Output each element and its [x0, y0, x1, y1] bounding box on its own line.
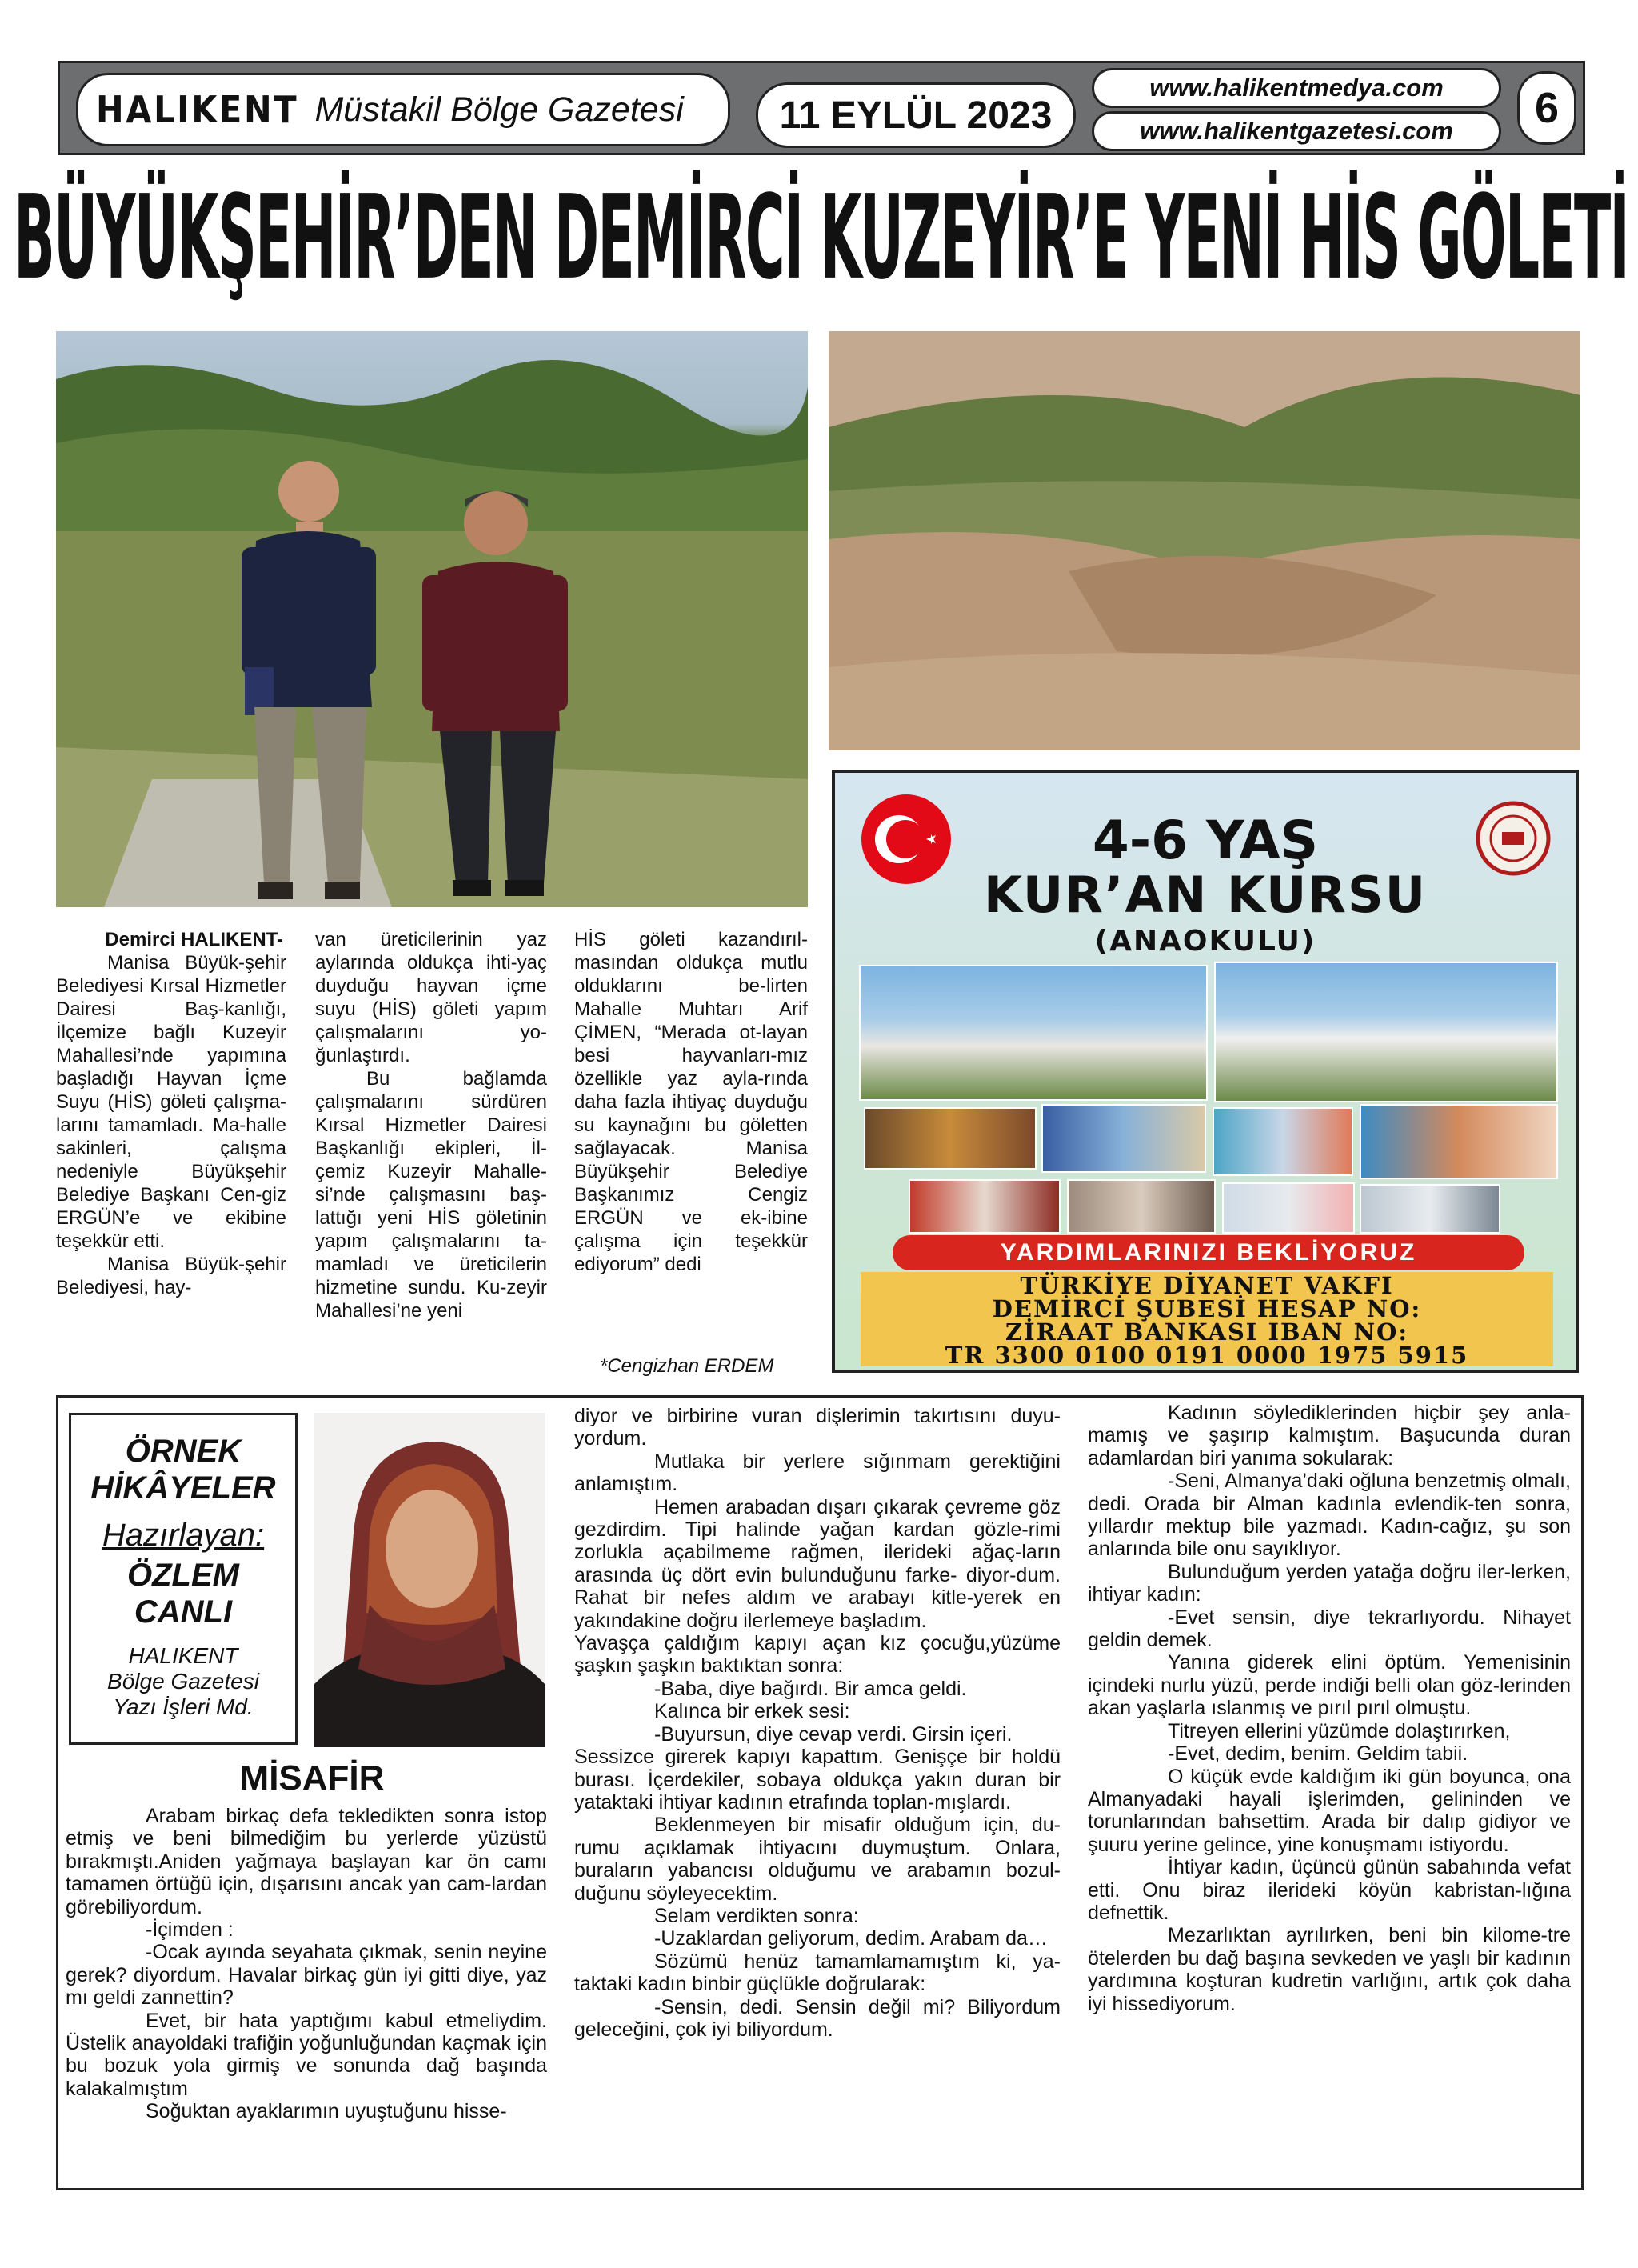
story-paragraph: -Sensin, dedi. Sensin değil mi? Biliyordum geleceğini, çok iyi biliyordum. [574, 1995, 1061, 2041]
author-first-name: ÖZLEM [127, 1558, 239, 1593]
quran-course-advertisement [832, 770, 1579, 1373]
issue-date: 11 EYLÜL 2023 [756, 82, 1076, 148]
ad-classroom-photo-4 [1360, 1104, 1558, 1179]
ad-stairs-photo [909, 1179, 1061, 1234]
ad-foundation-name: TÜRKİYE DİYANET VAKFI [1020, 1272, 1394, 1299]
story-paragraph: Kalınca bir erkek sesi: [654, 1700, 850, 1723]
article-dateline: Demirci HALIKENT- [105, 929, 283, 950]
ad-classroom-photo-1 [864, 1107, 1037, 1170]
series-title [71, 1433, 295, 1506]
story-paragraph: -Buyursun, diye cevap verdi. Girsin içeri. [654, 1722, 1013, 1746]
ad-hallway-photo [1360, 1184, 1500, 1234]
story-paragraph: -Uzaklardan geliyorum, dedim. Arabam da… [654, 1927, 1048, 1950]
story-paragraph: Selam verdikten sonra: [654, 1904, 859, 1927]
article-paragraph: Bu bağlamda çalışmalarını sürdüren Kırsal Hizmetler Dairesi Başkanlığı ekipleri, İl-çemiz Kuzeyir Mahalle-si’nde çalışmasını baş-lattığı yeni HİS göletinin yapım çalışmalarını ta-mamladı ve üreticilerin hizmetine sundu. Ku-zeyir Mahallesi’ne yeni [315, 1068, 547, 1322]
story-series-box [69, 1413, 298, 1745]
page-number: 6 [1517, 71, 1576, 145]
newspaper-brand: HALIKENT [96, 88, 299, 131]
story-paragraph: Titreyen ellerini yüzümde dolaştırırken, [1168, 1719, 1511, 1742]
ad-bank-info-box [861, 1272, 1553, 1369]
ad-title-age: 4-6 YAŞ [1092, 810, 1319, 871]
story-paragraph: Soğuktan ayaklarımın uyuştuğunu hisse- [146, 2100, 507, 2123]
story-column-1 [66, 1805, 547, 2123]
ad-classroom-photo-3 [1213, 1107, 1353, 1176]
story-paragraph: Kadının söylediklerinden hiçbir şey anla-mamış ve şaşırıp kalmıştım. Başucunda duran adamlardan biri yanıma sokularak: [1088, 1402, 1571, 1470]
author-portrait-illustration [314, 1413, 545, 1747]
story-paragraph: -İçimden : [146, 1918, 234, 1942]
headline-text: BÜYÜKŞEHİR’DEN DEMİRCİ KUZEYİR’E YENİ HİS GÖLETİ [14, 170, 1629, 306]
author-last-name: CANLI [134, 1594, 233, 1630]
story-paragraph: Sessizce girerek kapıyı kapattım. Genişçe bir holdü burası. İçerdekiler, sobaya oldukça yakın duran bir yataktaki ihtiyar kadının etrafında toplan-mışlardı. [574, 1746, 1061, 1814]
ad-donation-banner: YARDIMLARINIZI BEKLİYORUZ [893, 1235, 1524, 1270]
article-paragraph: Manisa Büyük-şehir Belediyesi, hay- [56, 1254, 286, 1298]
ad-corridor-photo [1067, 1179, 1216, 1234]
website-link-2[interactable]: www.halikentgazetesi.com [1092, 111, 1501, 151]
article-paragraph: Manisa Büyük-şehir Belediyesi Kırsal Hizmetler Dairesi Baş-kanlığı, İlçemize bağlı Kuzeyir Mahallesi’nde yapımına başladığı Hayvan İçme Suyu (HİS) göleti çalışma-larını tamamladı. Ma-halle sakinleri, çalışma nedeniyle Büyükşehir Belediye Başkanı Cen-giz ERGÜN’e ve ekibine teşekkür etti. [56, 952, 286, 1252]
author-position [71, 1643, 295, 1720]
newspaper-subtitle: Müstakil Bölge Gazetesi [314, 90, 684, 129]
author-position-line-1: HALIKENT [128, 1643, 238, 1668]
story-paragraph: Mezarlıktan ayrılırken, beni bin kilome-tre ötelerden bu dağ başına sevkeden ve yaşlı bir kadının yardımına koşturan kudretin varlığını, artık çok daha iyi hissediyorum. [1088, 1924, 1571, 2015]
story-title: MİSAFİR [239, 1758, 385, 1798]
story-paragraph: Yavaşça çaldığım kapıyı açan kız çocuğu,yüzüme şaşkın şaşkın baktıktan sonra: [574, 1632, 1061, 1678]
story-paragraph: -Seni, Almanya’daki oğluna benzetmiş olmalı, dedi. Orada bir Alman kadınla evlendik-ten sonra, yıllardır mektup bile yazmadı. Kadın-cağız, şu son anlarında bile onu sayıklıyor. [1088, 1470, 1571, 1561]
author-position-line-2: Bölge Gazetesi [107, 1669, 259, 1694]
ad-bank-name: ZİRAAT BANKASI IBAN NO: [1005, 1318, 1409, 1346]
author-name [71, 1557, 295, 1630]
ad-iban: TR 3300 0100 0191 0000 1975 5915 [945, 1342, 1469, 1369]
photo-pond-construction [829, 331, 1580, 750]
ad-title-kindergarten: (ANAOKULU) [1094, 925, 1316, 958]
newspaper-name-box [76, 73, 730, 146]
story-paragraph: -Baba, diye bağırdı. Bir amca geldi. [654, 1677, 967, 1700]
ad-title-course: KUR’AN KURSU [983, 866, 1428, 924]
story-paragraph: İhtiyar kadın, üçüncü günün sabahında vefat etti. Onu biraz ilerideki köyün kabristan-lığına defnettik. [1088, 1856, 1571, 1924]
story-paragraph: Yanına giderek elini öptüm. Yemenisinin içindeki nurlu yüzü, perde indiği belli olan göz-lerinden akan yaşlarla ıslanmış ve pırıl pırıl olmuştu. [1088, 1651, 1571, 1720]
author-portrait [314, 1413, 545, 1747]
story-paragraph: Mutlaka bir yerlere sığınmam gerektiğini anlamıştım. [574, 1450, 1061, 1496]
story-paragraph: Evet, bir hata yaptığımı kabul etmeliydim. Üstelik anayoldaki trafiğin yoğunluğundan kaçmak için bu bozuk yola girmiş ve sonunda dağ başında kalakalmıştım [66, 2009, 547, 2100]
ad-building-photo-1 [859, 965, 1208, 1101]
story-paragraph: Sözümü henüz tamamlamamıştım ki, ya-taktaki kadın binbir güçlükle doğrularak: [574, 1950, 1061, 1996]
series-title-line-1: ÖRNEK [125, 1434, 242, 1469]
ad-branch-account: DEMİRCİ ŞUBESİ HESAP NO: [992, 1295, 1422, 1322]
story-paragraph: -Evet, dedim, benim. Geldim tabii. [1168, 1742, 1468, 1766]
article-paragraph: HİS göleti kazandırıl-masından oldukça mutlu olduklarını be-lirten Mahalle Muhtarı Arif ÇİMEN, “Merada ot-layan besi hayvanları-mız özellikle yaz ayla-rında daha fazla ihtiyaç duyduğu su kaynağını bu göletten sağlayacak. Manisa Büyükşehir Belediye Başkanımız Cengiz ERGÜN ve ek-ibine çalışma için teşekkür ediyorum” dedi [574, 929, 808, 1275]
story-paragraph: -Ocak ayında seyahata çıkmak, senin neyine gerek? diyordum. Havalar birkaç gün iyi gitti diye, yaz mı geldi zannettin? [66, 1941, 547, 2010]
photo-officials-illustration [56, 331, 808, 907]
article-signature: *Cengizhan ERDEM [600, 1355, 774, 1377]
article-column-3 [574, 928, 808, 1276]
headline [14, 170, 1629, 306]
story-paragraph: Beklenmeyen bir misafir olduğum için, du-rumu açıklamak ihtiyacını duymuştum. Onlara, buraların yabancısı olduğumu ve arabamın bozul-duğunu söyleyecektim. [574, 1814, 1061, 1905]
story-paragraph: Hemen arabadan dışarı çıkarak çevreme göz gezdirdim. Tipi halinde yağan kardan gözle-rimi zorlukla açabilmeme rağmen, ilerideki ağaç-ların arasında üç dört evin bulunduğunu farke- diyor-dum. Rahat bir nefes aldım ve arabayı kitle-yerek en yakındakine doğru ilerlemeye başladım. [574, 1495, 1061, 1632]
photo-officials-at-site [56, 331, 808, 907]
ad-classroom-photo-2 [1041, 1104, 1206, 1173]
story-column-3 [1088, 1402, 1571, 2015]
series-title-line-2: HİKÂYELER [90, 1470, 276, 1506]
article-paragraph: van üreticilerinin yaz aylarında oldukça ihti-yaç duyduğu hayvan içme suyu (HİS) göleti yapım çalışmalarını yo-ğunlaştırdı. [315, 929, 547, 1066]
author-position-line-3: Yazı İşleri Md. [113, 1694, 254, 1719]
story-paragraph: O küçük evde kaldığım iki gün boyunca, ona Almanyadaki hayali işlerimden, gelininden ve torunlarından bahsettim. Arada bir dalıp gidiyor ve şuuru yerine gelince, yine konuşmamı istiyordu. [1088, 1765, 1571, 1856]
story-paragraph: Arabam birkaç defa tekledikten sonra istop etmiş ve beni bilmediğim bu yerlerde yüzüstü bırakmıştı.Aniden yağmaya başlayan kar ön camı tamamen örtüğü için, dışarısını ancak yan cam-lardan görebiliyordum. [66, 1805, 547, 1918]
website-link-1[interactable]: www.halikentmedya.com [1092, 68, 1501, 108]
story-paragraph: Bulunduğum yerden yatağa doğru iler-lerken, ihtiyar kadın: [1088, 1560, 1571, 1606]
story-paragraph: -Evet sensin, diye tekrarlıyordu. Nihayet geldin demek. [1088, 1606, 1571, 1652]
article-column-1 [56, 928, 286, 1299]
article-column-2 [315, 928, 547, 1322]
story-column-2 [574, 1405, 1061, 2041]
story-paragraph: diyor ve birbirine vuran dişlerimin takırtısını duyu-yordum. [574, 1405, 1061, 1450]
ad-washroom-photo [1222, 1182, 1355, 1234]
masthead [58, 61, 1585, 155]
photo-pond-illustration [829, 331, 1580, 750]
ad-building-photo-2 [1214, 962, 1558, 1102]
author-label: Hazırlayan: [102, 1518, 265, 1553]
